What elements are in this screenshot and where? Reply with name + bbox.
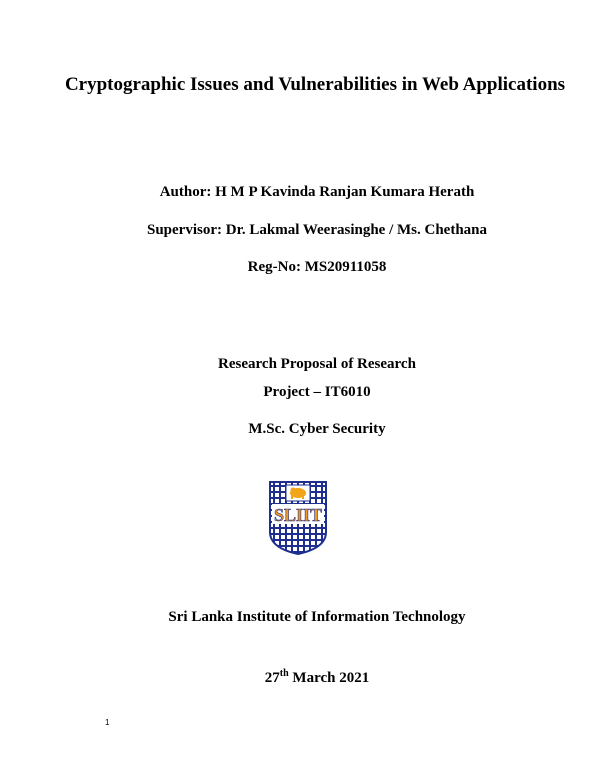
proposal-line-2: Project – IT6010 — [263, 384, 371, 400]
degree-line: M.Sc. Cyber Security — [248, 421, 386, 437]
registration-number: Reg-No: MS20911058 — [247, 259, 387, 275]
supervisor-line: Supervisor: Dr. Lakmal Weerasinghe / Ms. Chethana — [146, 222, 488, 238]
sliit-logo — [268, 480, 328, 556]
logo-text: SLIIT — [273, 505, 323, 525]
institution-line: Sri Lanka Institute of Information Technology — [168, 609, 466, 625]
date-rest: March 2021 — [288, 670, 370, 686]
page-number: 1 — [105, 718, 110, 727]
date-line — [0, 669, 600, 687]
document-title: Cryptographic Issues and Vulnerabilities in Web Applications — [64, 74, 566, 95]
author-line: Author: H M P Kavinda Ranjan Kumara Herath — [159, 184, 475, 200]
date-suffix: th — [279, 668, 289, 679]
date-day: 27 — [264, 670, 280, 686]
proposal-line-1: Research Proposal of Research — [218, 356, 416, 372]
